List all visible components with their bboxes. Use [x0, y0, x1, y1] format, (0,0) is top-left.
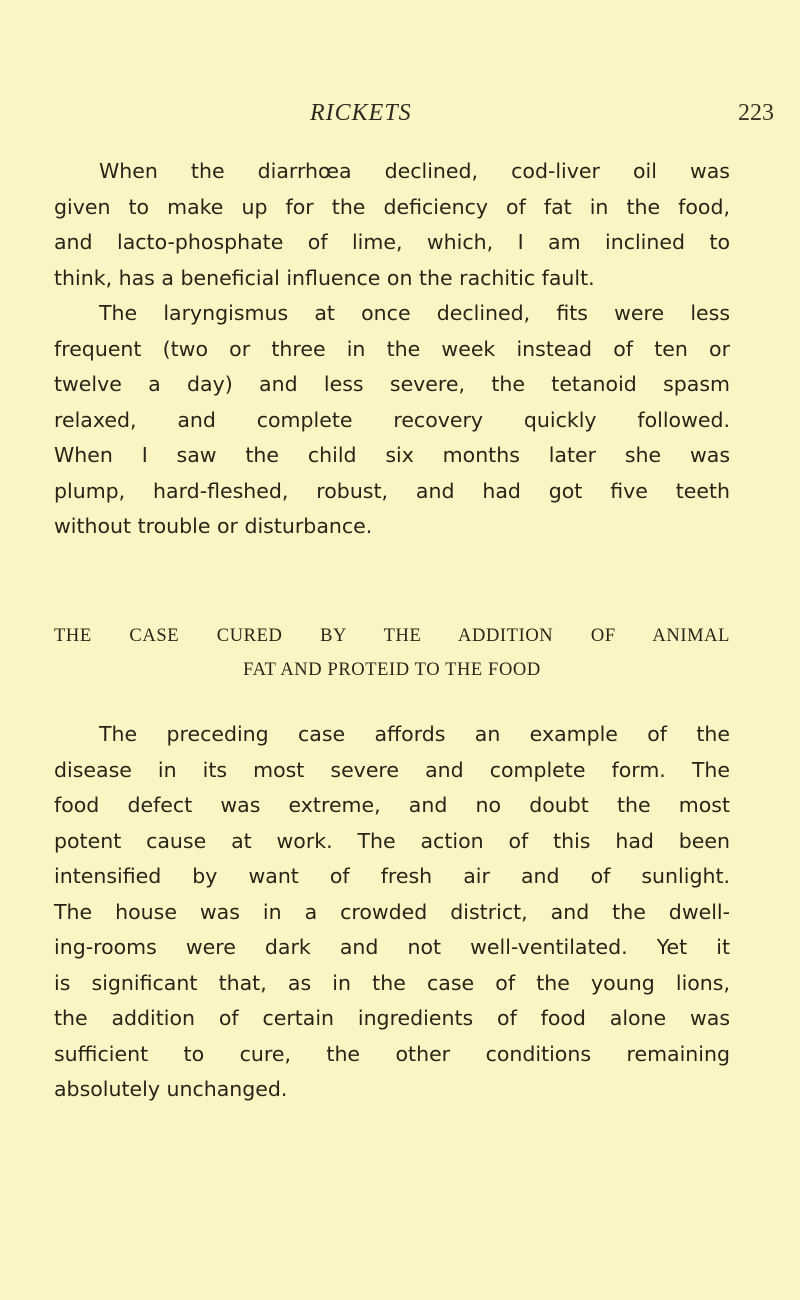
- running-title: RICKETS: [310, 100, 412, 126]
- text-line: ing-rooms were dark and not well-ventilated. Yet it: [54, 935, 730, 959]
- text-line: intensified by want of fresh air and of sunlight.: [54, 864, 730, 888]
- heading-line: FAT AND PROTEID TO THE FOOD: [243, 660, 541, 680]
- text-line: given to make up for the deficiency of fat in the food,: [54, 194, 730, 219]
- text-line: is significant that, as in the case of the young lions,: [54, 970, 730, 995]
- text-line: twelve a day) and less severe, the tetanoid spasm: [54, 372, 730, 396]
- text-line: The preceding case affords an example of the: [99, 722, 730, 746]
- text-line: without trouble or disturbance.: [54, 514, 373, 538]
- text-line: The laryngismus at once declined, fits were less: [99, 301, 730, 325]
- text-line: food defect was extreme, and no doubt the most: [54, 793, 730, 817]
- text-line: relaxed, and complete recovery quickly followed.: [54, 407, 730, 432]
- text-line: potent cause at work. The action of this had been: [54, 828, 730, 853]
- section-heading: [54, 619, 730, 687]
- text-line: When the diarrhœa declined, cod-liver oil was: [99, 159, 730, 183]
- text-line: When I saw the child six months later she was: [54, 443, 730, 467]
- paragraph-3: [54, 717, 730, 1108]
- text-line: and lacto-phosphate of lime, which, I am inclined to: [54, 230, 730, 254]
- text-line: sufficient to cure, the other conditions remaining: [54, 1041, 730, 1066]
- text-line: disease in its most severe and complete form. The: [54, 757, 730, 782]
- text-line: the addition of certain ingredients of food alone was: [54, 1006, 730, 1030]
- paragraph-1: [54, 154, 730, 296]
- page-number: 223: [738, 100, 774, 126]
- running-head: [0, 96, 800, 130]
- text-line: absolutely unchanged.: [54, 1077, 288, 1101]
- text-line: think, has a beneficial influence on the rachitic fault.: [54, 265, 595, 290]
- paragraph-2: [54, 296, 730, 545]
- text-line: The house was in a crowded district, and the dwell-: [54, 899, 730, 924]
- heading-line: THE CASE CURED BY THE ADDITION OF ANIMAL: [54, 626, 730, 646]
- text-line: frequent (two or three in the week instead of ten or: [54, 336, 730, 361]
- text-line: plump, hard-fleshed, robust, and had got five teeth: [54, 478, 730, 503]
